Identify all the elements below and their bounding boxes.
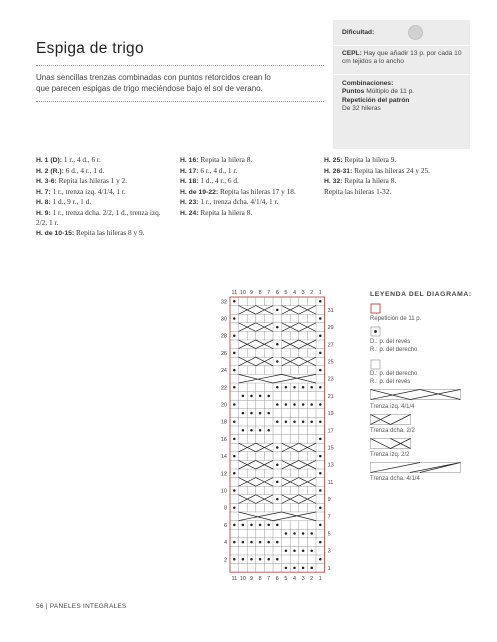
row-number: 32 (220, 299, 227, 306)
title-divider (36, 65, 324, 66)
cable-cell (282, 306, 316, 314)
instruction-text: Repita las hileras 17 y 18. (219, 186, 296, 196)
cable-cell (239, 444, 273, 452)
purl-dot (302, 403, 305, 406)
instruction-line (324, 166, 472, 177)
column-number: 4 (292, 576, 297, 583)
purl-dot (276, 498, 279, 501)
repeat-box-icon (370, 303, 382, 315)
purl-dot (242, 395, 245, 398)
instruction-text: Repita las hileras 24 y 25. (354, 165, 430, 175)
difficulty-label: Dificultad: (342, 29, 375, 36)
instruction-line (36, 208, 168, 228)
purl-dot (276, 343, 279, 346)
instruction-line (36, 197, 168, 208)
purl-dot (267, 541, 270, 544)
purl-dot (276, 541, 279, 544)
purl-dot (242, 524, 245, 527)
instruction-row-label: H. 26-31: (324, 167, 353, 175)
cable-cell (239, 512, 316, 520)
purl-dot (319, 369, 322, 372)
sidebar-divider (333, 45, 470, 46)
purl-dot (319, 334, 322, 337)
legend-cable-right-22: Trenza dcha. 2/2 (370, 428, 415, 434)
instructions-column-1 (36, 155, 168, 238)
purl-dot (250, 412, 253, 415)
instruction-row-label: H. 1 (D): (36, 157, 63, 164)
row-number: 8 (223, 505, 227, 512)
legend-cable-left-414: Trenza izq. 4/1/4 (370, 404, 415, 410)
cable-cell (282, 358, 316, 366)
intro-text: Unas sencillas trenzas combinadas con puntos retorcidos crean lo que parecen espigas de trigo meciéndose bajo el sol de verano. (36, 73, 271, 93)
purl-dot (233, 558, 236, 561)
cable-cell (239, 323, 273, 331)
instruction-line (180, 166, 315, 177)
column-number: 7 (267, 290, 271, 296)
purl-dot (319, 489, 322, 492)
row-number: 31 (327, 307, 334, 314)
purl-dot (242, 429, 245, 432)
cable-cell (282, 340, 316, 348)
instruction-text: 1 r., trenza dcha. 2/2, 1 d., trenza izq. 2/2, 1 r. (36, 207, 161, 227)
legend-purl-ws: D.: p. del revés (370, 339, 411, 345)
purl-dot (233, 524, 236, 527)
purl-dot (267, 395, 270, 398)
instruction-text: Repita la hilera 9. (344, 155, 397, 164)
purl-dot (319, 300, 322, 303)
instruction-text: Repita las hileras 8 y 9. (75, 227, 145, 237)
row-number: 22 (220, 385, 227, 392)
purl-dot (259, 412, 262, 415)
purl-dot (233, 541, 236, 544)
column-number: 3 (301, 576, 305, 583)
instruction-text: 1 r., trenza izq. 4/1/4, 1 r. (52, 186, 126, 196)
purl-dot (267, 412, 270, 415)
purl-dot (293, 420, 296, 423)
purl-dot (319, 558, 322, 561)
column-number: 11 (231, 290, 238, 296)
instruction-row-label: H. 7: (36, 188, 51, 196)
instruction-line (324, 176, 472, 187)
cable-left-22-icon (370, 438, 415, 450)
pattern-title: Espiga de trigo (36, 40, 144, 57)
legend-knit-rs: R.: p. del revés (370, 379, 411, 385)
cepl-row (342, 50, 464, 67)
purl-dot (233, 317, 236, 320)
points-text: Múltiplo de 11 p. (366, 88, 415, 96)
instruction-text: Repita las hileras 1-32. (324, 186, 392, 196)
cable-cell (239, 306, 273, 314)
purl-dot (233, 300, 236, 303)
row-number: 17 (327, 428, 334, 435)
instruction-line (180, 208, 315, 219)
instructions-column-2 (180, 155, 315, 218)
purl-dot (259, 524, 262, 527)
purl-dot (319, 455, 322, 458)
purl-dot (310, 532, 313, 535)
column-number: 5 (284, 576, 288, 583)
column-number: 7 (267, 576, 271, 583)
instruction-row-label: H. 18: (180, 178, 199, 185)
instruction-line (36, 187, 168, 198)
purl-dot (302, 567, 305, 570)
row-number: 1 (327, 565, 331, 572)
purl-dot (310, 386, 313, 389)
cable-cell (282, 461, 316, 469)
legend-repeat: Repetición de 11 p. (370, 316, 422, 322)
purl-dot (319, 541, 322, 544)
instruction-text: 1 r., 4 d., 6 r. (63, 155, 101, 164)
intro-divider (36, 101, 324, 102)
row-number: 16 (220, 436, 227, 443)
purl-dot (242, 558, 245, 561)
column-number: 3 (301, 290, 305, 296)
stitch-chart (210, 283, 340, 588)
row-number: 23 (327, 376, 334, 383)
row-number: 6 (223, 522, 227, 529)
column-number: 6 (275, 576, 279, 583)
instruction-row-label: H. 9: (36, 209, 51, 217)
purl-dot (293, 403, 296, 406)
instruction-text: 1 d., 9 r., 1 d. (52, 197, 92, 206)
cable-cell (282, 444, 316, 452)
legend-cable-right-414: Trenza dcha. 4/1/4 (370, 476, 420, 482)
instruction-row-label: H. 25: (324, 157, 343, 164)
purl-dot (319, 386, 322, 389)
row-number: 12 (220, 471, 227, 478)
purl-dot (276, 463, 279, 466)
pattern-info-sidebar (333, 20, 470, 149)
instruction-row-label: H. 23: (180, 199, 199, 206)
cable-cell (239, 340, 273, 348)
purl-dot (233, 386, 236, 389)
row-number: 25 (327, 359, 334, 366)
page-footer: 56 | PANELES INTEGRALES (36, 603, 127, 610)
instruction-row-label: H. 17: (180, 167, 199, 175)
instruction-line (180, 187, 315, 198)
purl-dot (285, 549, 288, 552)
purl-dot (250, 558, 253, 561)
instruction-line (36, 176, 168, 187)
instruction-row-label: H. 2 (R.): (36, 167, 64, 175)
instruction-line (180, 176, 315, 187)
purl-dot (302, 420, 305, 423)
purl-stitch-icon (370, 326, 382, 338)
row-number: 24 (220, 368, 227, 375)
purl-dot (233, 438, 236, 441)
row-number: 14 (220, 454, 227, 461)
purl-dot (285, 403, 288, 406)
cable-right-22-icon (370, 414, 415, 426)
instruction-row-label: H. de 10-15: (36, 229, 75, 237)
purl-dot (293, 386, 296, 389)
purl-dot (285, 420, 288, 423)
purl-dot (250, 541, 253, 544)
combinations-label: Combinaciones: (342, 80, 394, 87)
purl-dot (319, 438, 322, 441)
purl-dot (319, 317, 322, 320)
purl-dot (319, 420, 322, 423)
instruction-line (324, 187, 472, 197)
purl-dot (259, 395, 262, 398)
instruction-line (36, 155, 168, 166)
purl-dot (259, 558, 262, 561)
purl-dot (276, 558, 279, 561)
cable-cell (239, 461, 273, 469)
cable-cell (282, 495, 316, 503)
purl-dot (310, 567, 313, 570)
purl-dot (242, 412, 245, 415)
purl-dot (233, 334, 236, 337)
instruction-row-label: H. 32: (324, 178, 343, 185)
purl-dot (276, 309, 279, 312)
cepl-text: Hay que añadir 13 p. por cada 10 cm tejidos a lo ancho (342, 50, 462, 66)
purl-dot (285, 386, 288, 389)
purl-dot (250, 524, 253, 527)
purl-dot (233, 352, 236, 355)
cable-cell (239, 358, 273, 366)
purl-dot (276, 360, 279, 363)
instruction-text: 1 d., 4 r., 6 d. (200, 176, 239, 185)
cable-cell (239, 495, 273, 503)
instruction-row-label: H. 24: (180, 209, 199, 217)
legend-knit-ws: D.: p. del derecho (370, 371, 418, 377)
purl-dot (293, 549, 296, 552)
purl-dot (267, 524, 270, 527)
instruction-row-label: H. de 19-22: (180, 188, 219, 196)
row-number: 9 (327, 497, 331, 504)
column-number: 4 (292, 290, 297, 296)
repeat-label: Repetición del patrón (342, 96, 410, 104)
row-number: 27 (327, 342, 334, 349)
instruction-row-label: H. 16: (180, 157, 199, 164)
purl-dot (276, 326, 279, 329)
purl-dot (302, 532, 305, 535)
purl-dot (276, 403, 279, 406)
difficulty-icon (408, 25, 423, 40)
row-number: 7 (327, 514, 331, 521)
column-number: 9 (249, 290, 254, 296)
column-number: 8 (258, 290, 262, 296)
purl-dot (233, 506, 236, 509)
cable-cell (239, 375, 316, 383)
row-number: 4 (223, 540, 227, 547)
purl-dot (276, 481, 279, 484)
purl-dot (233, 455, 236, 458)
purl-dot (250, 395, 253, 398)
legend-purl-rs: R.: p. del derecho (370, 347, 418, 353)
instruction-text: Repita las hileras 1 y 2. (58, 176, 128, 185)
purl-dot (319, 352, 322, 355)
row-number: 2 (223, 557, 227, 564)
row-number: 13 (327, 462, 334, 469)
purl-dot (259, 541, 262, 544)
purl-dot (233, 489, 236, 492)
purl-dot (302, 549, 305, 552)
purl-dot (302, 386, 305, 389)
instruction-text: Repita la hilera 8. (200, 155, 253, 164)
legend-title: LEYENDA DEL DIAGRAMA: (370, 291, 472, 298)
purl-dot (285, 532, 288, 535)
row-number: 15 (327, 445, 334, 452)
purl-dot (293, 532, 296, 535)
combinations-row (342, 80, 464, 114)
column-number: 6 (275, 290, 279, 296)
purl-dot (267, 558, 270, 561)
purl-dot (276, 386, 279, 389)
row-number: 19 (327, 411, 334, 418)
instruction-text: Repita la hilera 8. (200, 207, 253, 217)
legend-cable-left-22: Trenza izq. 2/2 (370, 452, 410, 458)
repeat-text: De 32 hileras (342, 105, 381, 113)
purl-dot (276, 446, 279, 449)
purl-dot (233, 472, 236, 475)
column-number: 1 (318, 290, 322, 296)
row-number: 26 (220, 350, 227, 357)
instruction-text: Repita la hilera 8. (344, 176, 397, 185)
row-number: 10 (220, 488, 227, 495)
purl-dot (233, 420, 236, 423)
instruction-row-label: H. 3-6: (36, 178, 57, 185)
instruction-line (36, 228, 168, 239)
instruction-text: 6 d., 4 r., 1 d. (65, 165, 105, 175)
sidebar-divider (333, 74, 470, 75)
purl-dot (242, 541, 245, 544)
cable-cell (282, 478, 316, 486)
purl-dot (285, 567, 288, 570)
column-number: 9 (249, 576, 254, 583)
purl-dot (233, 369, 236, 372)
row-number: 11 (327, 479, 334, 486)
purl-dot (319, 506, 322, 509)
purl-dot (250, 429, 253, 432)
instruction-row-label: H. 8: (36, 199, 51, 206)
column-number: 5 (284, 290, 288, 296)
purl-dot (276, 524, 279, 527)
instruction-text: 6 r., 4 d., 1 r. (200, 165, 238, 175)
column-number: 2 (310, 576, 314, 583)
instruction-line (180, 197, 315, 208)
points-label: Puntos (342, 88, 365, 96)
instruction-line (180, 155, 315, 166)
purl-dot (293, 567, 296, 570)
purl-dot (267, 429, 270, 432)
row-number: 3 (327, 548, 331, 555)
column-number: 8 (258, 576, 262, 583)
row-number: 30 (220, 316, 227, 323)
column-number: 11 (231, 576, 238, 583)
difficulty-row (342, 29, 464, 37)
cable-right-414-icon (370, 462, 462, 474)
purl-dot (319, 403, 322, 406)
purl-dot (259, 429, 262, 432)
column-number: 2 (310, 290, 314, 296)
column-number: 1 (318, 576, 322, 583)
row-number: 21 (327, 393, 334, 400)
purl-dot (319, 524, 322, 527)
instruction-line (36, 166, 168, 177)
row-number: 18 (220, 419, 227, 426)
cable-cell (239, 478, 273, 486)
instruction-line (324, 155, 472, 166)
row-number: 29 (327, 325, 334, 332)
row-number: 20 (220, 402, 227, 409)
row-number: 28 (220, 333, 227, 340)
instruction-text: 1 r., trenza dcha. 4/1/4, 1 r. (200, 197, 279, 206)
instructions-column-3 (324, 155, 472, 196)
purl-dot (276, 420, 279, 423)
column-number: 10 (239, 576, 246, 583)
purl-dot (233, 403, 236, 406)
purl-dot (310, 403, 313, 406)
cable-cell (282, 323, 316, 331)
cable-left-414-icon (370, 389, 462, 401)
purl-dot (310, 549, 313, 552)
column-number: 10 (239, 290, 246, 296)
row-number: 5 (327, 531, 331, 538)
purl-dot (319, 472, 322, 475)
cepl-label: CEPL: (342, 50, 362, 57)
purl-dot (310, 420, 313, 423)
